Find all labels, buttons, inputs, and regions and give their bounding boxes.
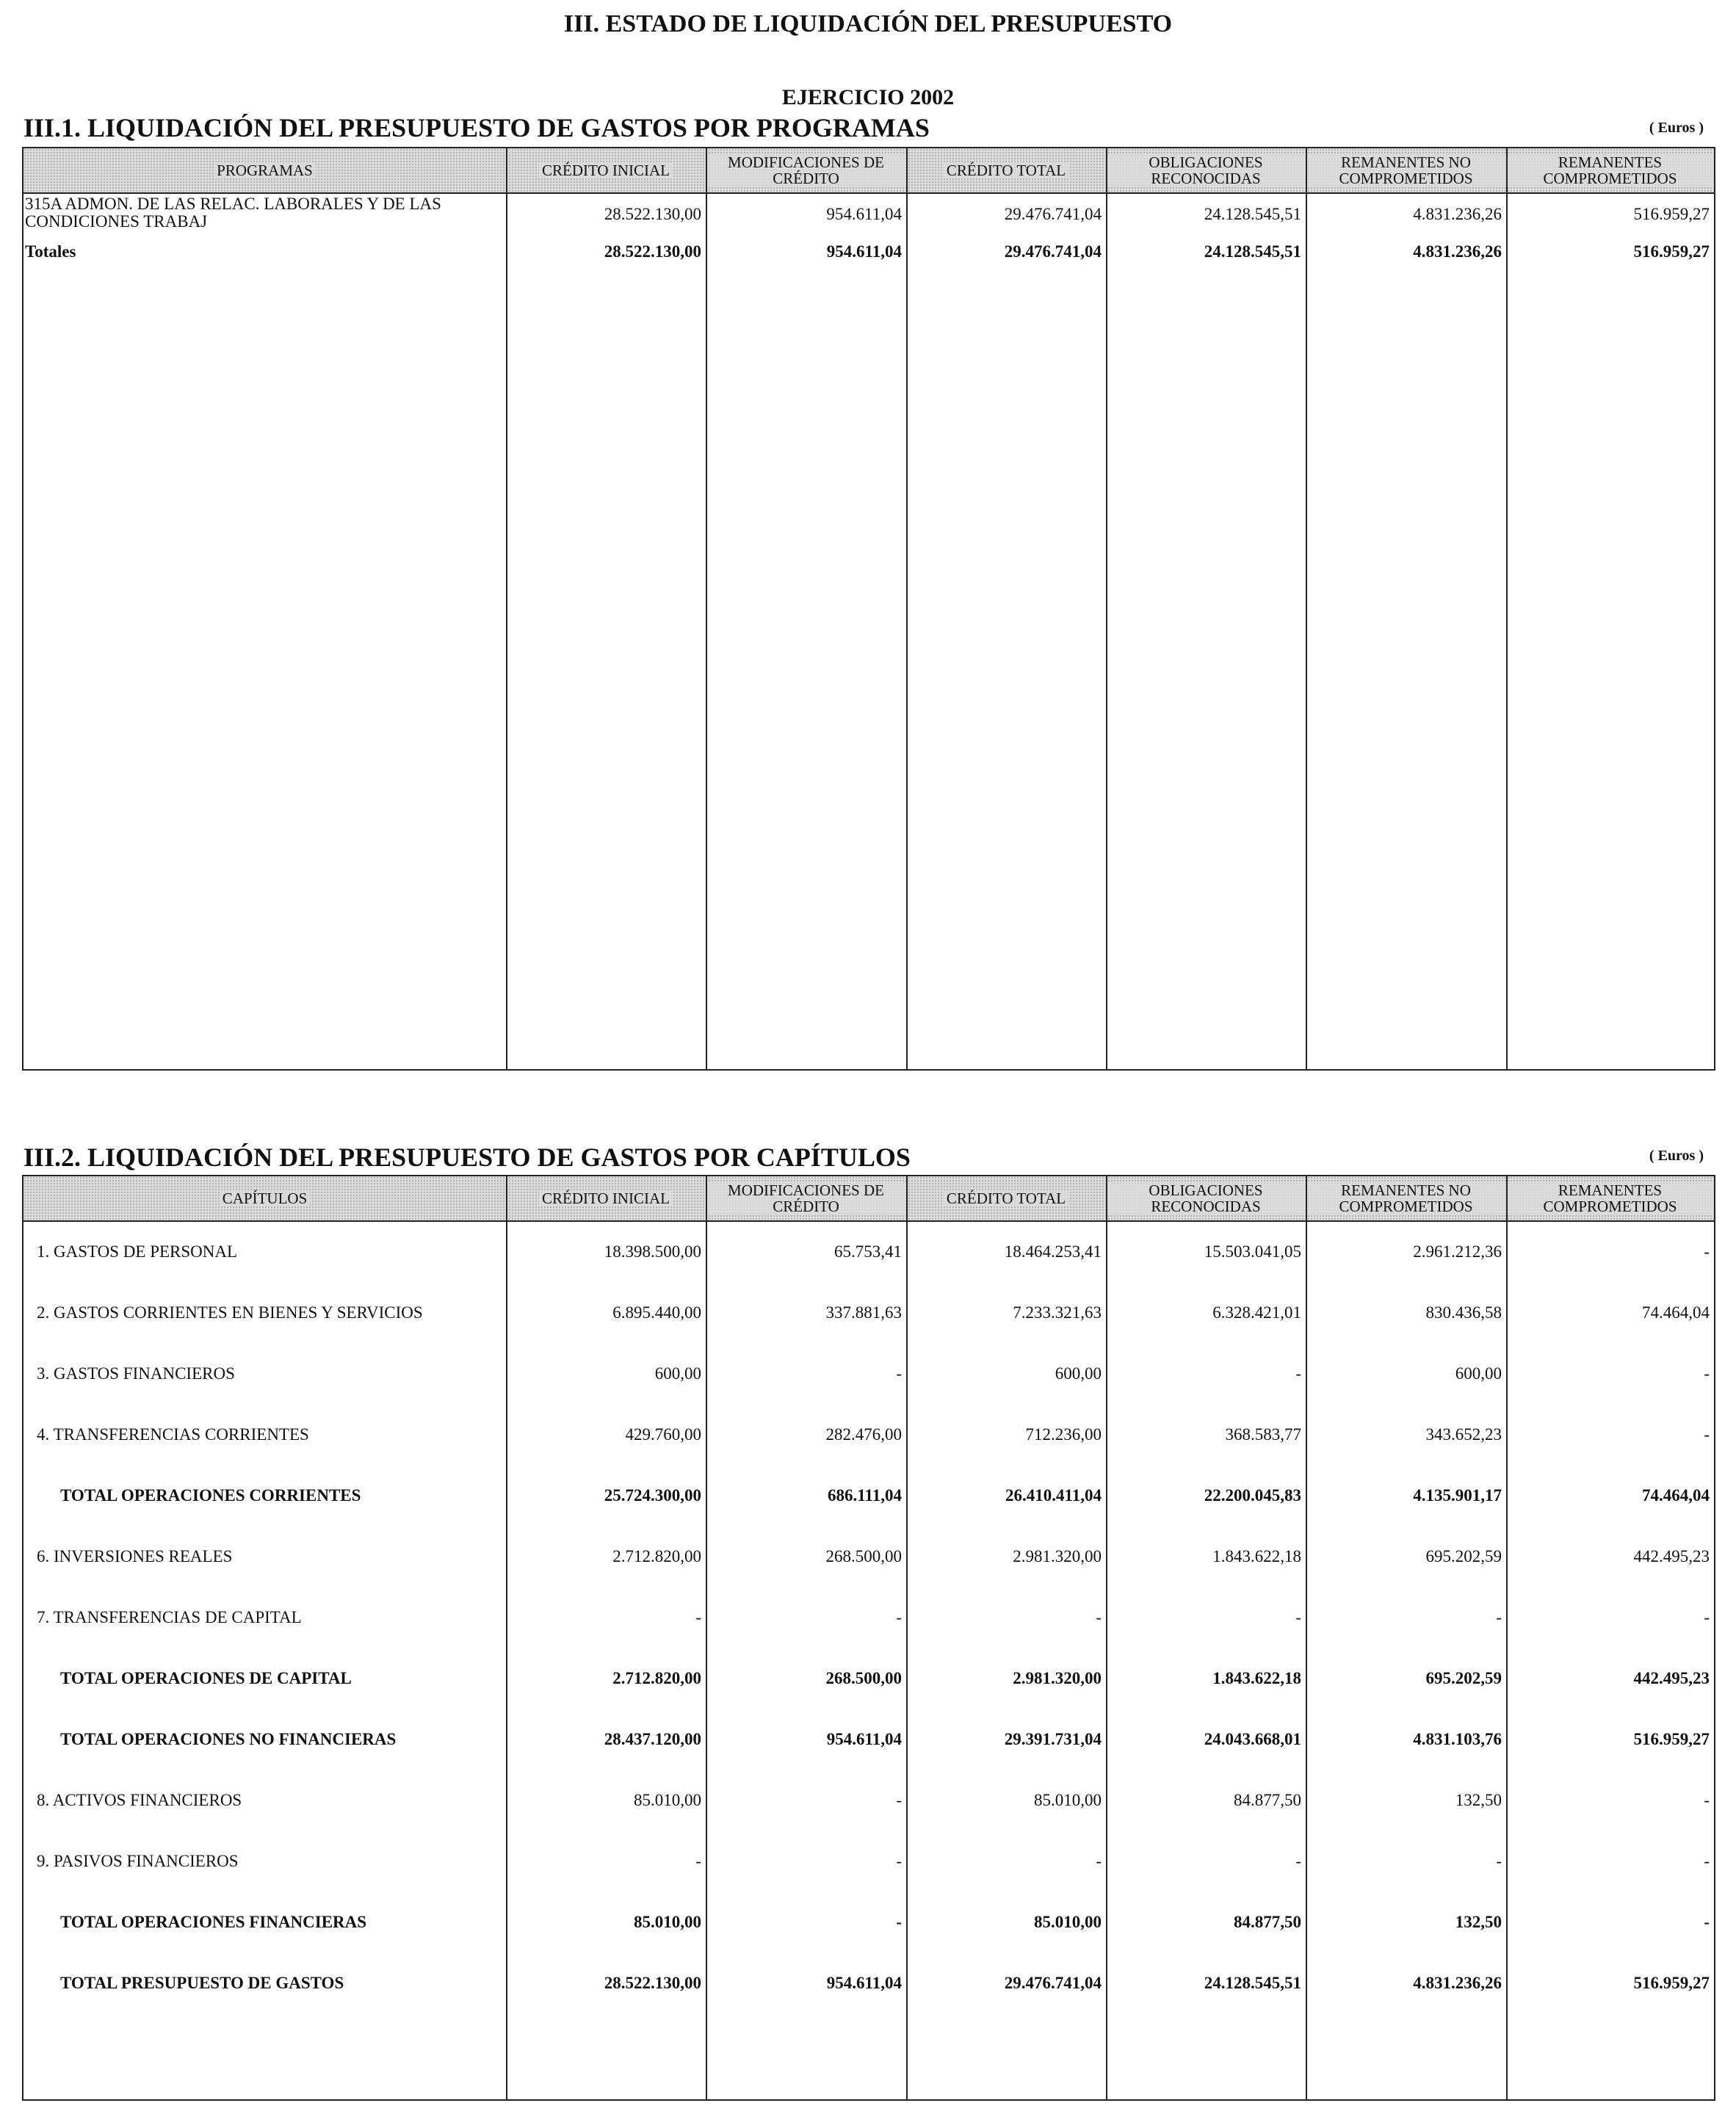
value-cell: 85.010,00 [634,1913,701,1931]
value-cell: - [896,1791,902,1809]
chapters-table [22,1175,1715,2101]
column-header-text: CRÉDITO INICIAL [539,162,673,178]
value-cell: 268.500,00 [825,1669,902,1687]
total-row [23,1974,1714,1996]
value-cell: 65.753,41 [834,1242,902,1261]
column-header [506,1176,706,1220]
column-header [1106,1176,1306,1220]
chapter-label: 9. PASIVOS FINANCIEROS [37,1852,239,1870]
total-row [23,1730,1714,1752]
value-cell: 1.843.622,18 [1212,1669,1301,1687]
value-cell: 343.652,23 [1425,1425,1502,1444]
value-cell: 85.010,00 [634,1791,701,1809]
column-header [1506,148,1714,192]
column-header-text: CRÉDITO TOTAL [944,1190,1068,1206]
section2-title: III.2. LIQUIDACIÓN DEL PRESUPUESTO DE GASTOS POR CAPÍTULOS [23,1143,911,1172]
table-row [23,1425,1714,1447]
chapter-label: 6. INVERSIONES REALES [37,1547,233,1565]
value-cell: 516.959,27 [1633,1730,1710,1748]
section2-unit: ( Euros ) [1649,1148,1704,1164]
value-cell: 686.111,04 [828,1486,902,1505]
value-cell: 4.831.236,26 [1413,1974,1502,1992]
value-cell: 4.831.103,76 [1413,1730,1502,1748]
column-header [506,148,706,192]
value-cell: 28.522.130,00 [604,1974,701,1992]
value-cell: 6.895.440,00 [612,1303,701,1322]
column-header-text: REMANENTES NO COMPROMETIDOS [1306,1182,1506,1214]
value-cell: 954.611,04 [826,242,902,261]
value-cell: 24.128.545,51 [1204,242,1301,261]
chapter-label: 7. TRANSFERENCIAS DE CAPITAL [37,1608,302,1626]
value-cell: 28.522.130,00 [604,205,701,223]
value-cell: 25.724.300,00 [604,1486,701,1505]
value-cell: - [1704,1791,1710,1809]
column-divider [1306,148,1307,1069]
table-row [23,1791,1714,1813]
value-cell: 26.410.411,04 [1005,1486,1102,1505]
chapter-label: TOTAL OPERACIONES FINANCIERAS [60,1913,367,1931]
value-cell: 2.981.320,00 [1013,1669,1102,1687]
value-cell: - [1704,1608,1710,1626]
chapter-label: 4. TRANSFERENCIAS CORRIENTES [37,1425,309,1444]
value-cell: - [695,1852,701,1870]
value-cell: 22.200.045,83 [1204,1486,1301,1505]
value-cell: 24.128.545,51 [1204,205,1301,223]
value-cell: - [1704,1425,1710,1444]
value-cell: - [896,1852,902,1870]
value-cell: 337.881,63 [825,1303,902,1322]
value-cell: 18.398.500,00 [604,1242,701,1261]
value-cell: 442.495,23 [1633,1669,1710,1687]
total-row [23,1913,1714,1935]
table-row [23,195,1714,236]
value-cell: - [1704,1852,1710,1870]
value-cell: 29.476.741,04 [1004,1974,1102,1992]
value-cell: 74.464,04 [1642,1486,1710,1505]
value-cell: 7.233.321,63 [1013,1303,1102,1322]
programs-table-header [23,148,1714,194]
table-row [23,1364,1714,1386]
chapter-label: 2. GASTOS CORRIENTES EN BIENES Y SERVICIOS [37,1303,423,1322]
column-header [706,148,906,192]
value-cell: 2.981.320,00 [1013,1547,1102,1565]
column-header-text: MODIFICACIONES DE CRÉDITO [706,1182,906,1214]
column-header [1306,1176,1506,1220]
chapters-table-header [23,1176,1714,1222]
program-label: 315A ADMON. DE LAS RELAC. LABORALES Y DE LAS [25,195,441,213]
chapter-label: 3. GASTOS FINANCIEROS [37,1364,235,1383]
value-cell: 712.236,00 [1025,1425,1102,1444]
value-cell: 132,50 [1455,1913,1502,1931]
section1-title: III.1. LIQUIDACIÓN DEL PRESUPUESTO DE GASTOS POR PROGRAMAS [23,113,930,142]
value-cell: 695.202,59 [1425,1547,1502,1565]
value-cell: - [1295,1364,1301,1383]
value-cell: 1.843.622,18 [1212,1547,1301,1565]
column-header-text: MODIFICACIONES DE CRÉDITO [706,154,906,187]
value-cell: - [1295,1608,1301,1626]
value-cell: 28.437.120,00 [604,1730,701,1748]
value-cell: 24.043.668,01 [1204,1730,1301,1748]
value-cell: 74.464,04 [1642,1303,1710,1322]
column-divider [506,148,507,1069]
table-row [23,1852,1714,1874]
value-cell: - [1295,1852,1301,1870]
column-header-text: CRÉDITO TOTAL [944,162,1068,178]
value-cell: 429.760,00 [625,1425,701,1444]
table-row [23,1608,1714,1630]
value-cell: 600,00 [1455,1364,1502,1383]
chapter-label: 8. ACTIVOS FINANCIEROS [37,1791,242,1809]
page-title: III. ESTADO DE LIQUIDACIÓN DEL PRESUPUESTO [563,10,1173,37]
value-cell: 600,00 [1055,1364,1102,1383]
value-cell: - [1704,1242,1710,1261]
value-cell: 954.611,04 [826,205,902,223]
value-cell: - [1496,1608,1502,1626]
value-cell: 132,50 [1455,1791,1502,1809]
totals-row [23,242,1714,264]
chapter-label: TOTAL PRESUPUESTO DE GASTOS [60,1974,344,1992]
column-header-text: REMANENTES COMPROMETIDOS [1506,154,1714,187]
value-cell: 29.476.741,04 [1004,205,1102,223]
value-cell: 18.464.253,41 [1004,1242,1102,1261]
value-cell: - [1704,1364,1710,1383]
value-cell: 268.500,00 [825,1547,902,1565]
table-row [23,1303,1714,1325]
column-header-text: OBLIGACIONES RECONOCIDAS [1106,154,1306,187]
total-row [23,1486,1714,1508]
value-cell: - [1096,1608,1102,1626]
column-header-text: CAPÍTULOS [220,1190,311,1206]
value-cell: 84.877,50 [1234,1913,1301,1931]
column-header-text: REMANENTES NO COMPROMETIDOS [1306,154,1506,187]
value-cell: - [1096,1852,1102,1870]
value-cell: 6.328.421,01 [1212,1303,1301,1322]
value-cell: - [1496,1852,1502,1870]
value-cell: 282.476,00 [825,1425,902,1444]
value-cell: - [896,1364,902,1383]
column-header-text: REMANENTES COMPROMETIDOS [1506,1182,1714,1214]
value-cell: 368.583,77 [1225,1425,1301,1444]
value-cell: 4.135.901,17 [1413,1486,1502,1505]
value-cell: - [1704,1913,1710,1931]
value-cell: 516.959,27 [1633,1974,1710,1992]
value-cell: 24.128.545,51 [1204,1974,1301,1992]
value-cell: 4.831.236,26 [1413,205,1502,223]
value-cell: 516.959,27 [1633,242,1710,261]
value-cell: 954.611,04 [826,1730,902,1748]
value-cell: 15.503.041,05 [1204,1242,1301,1261]
value-cell: 28.522.130,00 [604,242,701,261]
column-header [1306,148,1506,192]
value-cell: 4.831.236,26 [1413,242,1502,261]
value-cell: - [896,1608,902,1626]
column-divider [1506,148,1508,1069]
column-divider [1106,148,1107,1069]
value-cell: 29.391.731,04 [1004,1730,1102,1748]
value-cell: 85.010,00 [1034,1791,1102,1809]
column-header-text: PROGRAMAS [214,162,316,178]
value-cell: 2.712.820,00 [612,1669,701,1687]
column-divider [906,148,908,1069]
value-cell: 695.202,59 [1425,1669,1502,1687]
column-header [1106,148,1306,192]
value-cell: 2.712.820,00 [612,1547,701,1565]
column-header [23,148,506,192]
column-header [906,148,1106,192]
value-cell: 84.877,50 [1234,1791,1301,1809]
value-cell: 2.961.212,36 [1413,1242,1502,1261]
value-cell: 830.436,58 [1425,1303,1502,1322]
total-row [23,1669,1714,1691]
value-cell: 29.476.741,04 [1004,242,1102,261]
column-header-text: CRÉDITO INICIAL [539,1190,673,1206]
chapter-label: TOTAL OPERACIONES DE CAPITAL [60,1669,352,1687]
section1-unit: ( Euros ) [1649,120,1704,136]
value-cell: 600,00 [654,1364,701,1383]
value-cell: 516.959,27 [1633,205,1710,223]
value-cell: - [695,1608,701,1626]
table-row [23,1547,1714,1569]
column-header [1506,1176,1714,1220]
value-cell: 85.010,00 [1034,1913,1102,1931]
totals-label: Totales [25,242,76,261]
column-header [906,1176,1106,1220]
fiscal-year-heading: EJERCICIO 2002 [781,85,955,109]
program-label-continued: CONDICIONES TRABAJ [25,212,208,231]
column-header [23,1176,506,1220]
value-cell: 954.611,04 [826,1974,902,1992]
chapter-label: 1. GASTOS DE PERSONAL [37,1242,238,1261]
column-header [706,1176,906,1220]
table-row [23,1242,1714,1264]
programs-table [22,147,1715,1071]
chapter-label: TOTAL OPERACIONES NO FINANCIERAS [60,1730,397,1748]
chapter-label: TOTAL OPERACIONES CORRIENTES [60,1486,361,1505]
column-header-text: OBLIGACIONES RECONOCIDAS [1106,1182,1306,1214]
column-divider [706,148,707,1069]
value-cell: 442.495,23 [1633,1547,1710,1565]
value-cell: - [896,1913,902,1931]
